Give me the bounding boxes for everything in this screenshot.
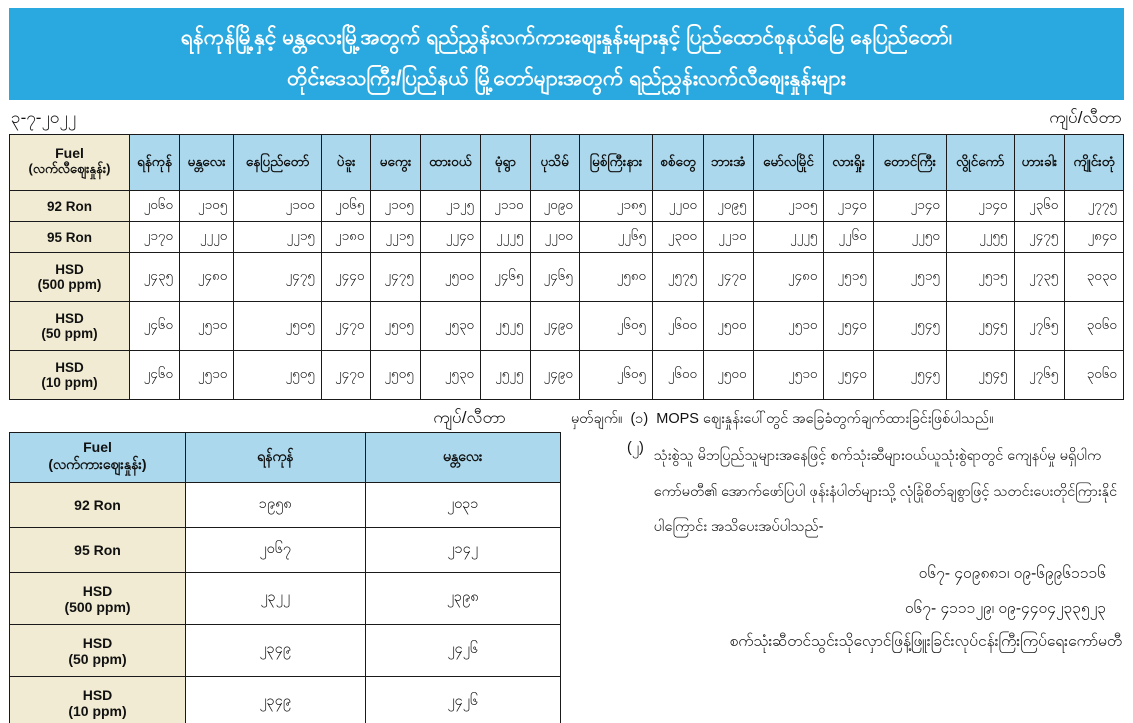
- fuel-row-label: [10, 625, 186, 677]
- fuel-row-label: [10, 351, 130, 400]
- city-header: ကျိုင်းတုံ: [1065, 135, 1124, 191]
- price-cell: ၂၂၅၀: [873, 222, 946, 253]
- fuel-spec: (500 ppm): [64, 598, 131, 615]
- notes-section: [561, 402, 1124, 723]
- table-head: [10, 433, 561, 483]
- price-cell: ၂၁၀၅: [753, 191, 824, 222]
- price-cell: ၂၀၆၇: [186, 528, 366, 573]
- fuel-row-label: [10, 677, 186, 723]
- fuel-spec: (10 ppm): [41, 375, 98, 390]
- price-cell: ၂၄၆၀: [130, 351, 180, 400]
- price-cell: ၂၄၇၅: [371, 253, 420, 302]
- city-header: ဟားခါး: [1014, 135, 1065, 191]
- title-line-1: ရန်ကုန်မြို့နှင့် မန္တလေးမြို့အတွက် ရည်ညွှန်းလက်ကားဈေးနှုန်းများနှင့် ပြည်ထောင်စုနယ်မြေ နေပြည်တော်၊: [180, 26, 953, 49]
- table-head: [10, 135, 1124, 191]
- price-cell: ၂၁၈၅: [579, 191, 652, 222]
- price-cell: ၂၂၅၅: [946, 222, 1014, 253]
- note-item-2: [571, 439, 1122, 546]
- fuel-name: HSD: [55, 262, 84, 277]
- committee-name: စက်သုံးဆီတင်သွင်းသိုလှောင်ဖြန့်ဖြူးခြင်းလုပ်ငန်းကြီးကြပ်ရေးကော်မတီ: [729, 632, 1122, 650]
- price-cell: ၂၅၁၅: [824, 253, 873, 302]
- note-2-text: သုံးစွဲသူ မိဘပြည်သူများအနေဖြင့် စက်သုံးဆီများဝယ်ယူသုံးစွဲရာတွင် ကျေနပ်မှု မရှိပါက ကော်မတီ၏ အောက်ဖော်ပြပါ ဖုန်းနံပါတ်များသို့ လုံခြုံစိတ်ချစွာဖြင့် သတင်းပေးတိုင်ကြားနိုင်ပါကြောင်း အသိပေးအပ်ပါသည်-: [653, 448, 1118, 536]
- price-cell: ၂၇၃၅: [1014, 253, 1065, 302]
- city-header: ထားဝယ်: [420, 135, 480, 191]
- fuel-name: HSD: [82, 634, 113, 651]
- fuel-spec: (10 ppm): [68, 702, 127, 719]
- city-header: နေပြည်တော်: [234, 135, 322, 191]
- price-cell: ၂၅၄၅: [873, 302, 946, 351]
- price-cell: ၂၁၀၀: [234, 191, 322, 222]
- price-cell: ၂၅၃၀: [420, 302, 480, 351]
- price-cell: ၂၃၄၉: [186, 677, 366, 723]
- city-header: မြစ်ကြီးနား: [579, 135, 652, 191]
- city-header: ရန်ကုန်: [130, 135, 180, 191]
- fuel-row-label: [10, 302, 130, 351]
- price-cell: ၃၀၃၀: [1065, 253, 1124, 302]
- price-cell: ၂၄၉၀: [530, 351, 579, 400]
- price-cell: ၂၄၃၅: [130, 253, 180, 302]
- price-cell: ၂၅၄၅: [946, 351, 1014, 400]
- price-cell: ၂၆၀၀: [653, 351, 704, 400]
- price-cell: ၂၀၉၅: [704, 191, 753, 222]
- price-cell: ၂၅၂၅: [481, 351, 530, 400]
- note-1-text: MOPS ဈေးနှုန်းပေါ်တွင် အခြေခံတွက်ချက်ထားခြင်းဖြစ်ပါသည်။: [656, 411, 994, 427]
- price-cell: ၂၄၆၀: [130, 302, 180, 351]
- price-cell: ၂၆၀၅: [579, 351, 652, 400]
- fuel-name: HSD: [82, 686, 113, 703]
- price-cell: ၂၂၁၅: [234, 222, 322, 253]
- table-body: [10, 191, 1124, 400]
- table-row: [10, 302, 1124, 351]
- price-cell: ၂၁၁၀: [481, 191, 530, 222]
- price-cell: ၂၅၀၀: [704, 302, 753, 351]
- price-cell: ၂၁၂၅: [420, 191, 480, 222]
- price-cell: ၂၅၀၀: [704, 351, 753, 400]
- retail-price-table: [9, 134, 1124, 400]
- city-header: မုံရွာ: [481, 135, 530, 191]
- fuel-name: 92 Ron: [74, 497, 121, 513]
- title-banner: [9, 8, 1124, 100]
- price-cell: ၂၅၄၀: [824, 302, 873, 351]
- price-cell: ၂၄၂၆: [365, 625, 560, 677]
- table-row: [10, 625, 561, 677]
- fuel-header-title: Fuel: [83, 439, 112, 455]
- price-cell: ၂၄၈၀: [180, 253, 234, 302]
- price-cell: ၂၄၄၀: [321, 253, 371, 302]
- city-header: ရန်ကုန်: [186, 433, 366, 483]
- table-row: [10, 191, 1124, 222]
- price-cell: ၂၅၀၀: [420, 253, 480, 302]
- price-cell: ၂၂၁၅: [371, 222, 420, 253]
- fuel-column-header: [10, 433, 186, 483]
- city-header: တောင်ကြီး: [873, 135, 946, 191]
- price-cell: ၂၀၆၅: [321, 191, 371, 222]
- price-cell: ၂၀၃၁: [365, 483, 560, 528]
- phone-line-2: ၀၆၇- ၄၁၁၁၂၉၊ ၀၉-၄၄၀၄၂၃၃၅၂၃: [904, 600, 1106, 618]
- table-row: [10, 222, 1124, 253]
- fuel-header-subtitle: (လက်လီဈေးနှုန်း): [28, 161, 111, 176]
- price-cell: ၂၂၀၀: [530, 222, 579, 253]
- price-cell: ၂၀၆၀: [130, 191, 180, 222]
- city-header: မော်လမြိုင်: [753, 135, 824, 191]
- fuel-row-label: [10, 573, 186, 625]
- header-row: [10, 433, 561, 483]
- price-cell: ၂၂၄၀: [420, 222, 480, 253]
- price-cell: ၂၁၈၀: [321, 222, 371, 253]
- notes-label: မှတ်ချက်။: [571, 411, 623, 427]
- fuel-header-subtitle: (လက်ကားဈေးနှုန်း): [48, 456, 147, 472]
- price-cell: ၂၁၄၂: [365, 528, 560, 573]
- price-cell: ၂၂၂၀: [180, 222, 234, 253]
- city-header: မကွေး: [371, 135, 420, 191]
- price-cell: ၂၅၄၀: [824, 351, 873, 400]
- price-cell: ၂၁၇၀: [130, 222, 180, 253]
- fuel-name: HSD: [55, 360, 84, 375]
- unit-label-2: ကျပ်/လီတာ: [433, 408, 506, 427]
- price-cell: ၂၂၆၅: [579, 222, 652, 253]
- price-cell: ၂၄၂၆: [365, 677, 560, 723]
- price-cell: ၁၉၅၈: [186, 483, 366, 528]
- wholesale-section: [9, 402, 561, 723]
- fuel-name: HSD: [55, 311, 84, 326]
- table-row: [10, 483, 561, 528]
- price-cell: ၂၅၂၅: [481, 302, 530, 351]
- price-cell: ၂၅၀၅: [234, 302, 322, 351]
- city-header: ပုသိမ်: [530, 135, 579, 191]
- price-cell: ၂၂၀၀: [653, 191, 704, 222]
- price-cell: ၂၂၂၅: [753, 222, 824, 253]
- price-cell: ၂၄၇၅: [234, 253, 322, 302]
- note-item-1: [571, 410, 1122, 431]
- price-cell: ၂၀၉၀: [530, 191, 579, 222]
- city-header: ပဲခူး: [321, 135, 371, 191]
- city-header: မန္တလေး: [180, 135, 234, 191]
- price-cell: ၂၅၀၅: [234, 351, 322, 400]
- price-cell: ၂၅၃၀: [420, 351, 480, 400]
- city-header: ဘားအံ: [704, 135, 753, 191]
- table-row: [10, 253, 1124, 302]
- price-cell: ၂၁၄၀: [824, 191, 873, 222]
- fuel-name: HSD: [82, 582, 113, 599]
- price-cell: ၂၅၄၅: [946, 302, 1014, 351]
- city-header: လွိုင်ကော်: [946, 135, 1014, 191]
- price-cell: ၂၃၄၉: [186, 625, 366, 677]
- price-cell: ၂၄၆၅: [481, 253, 530, 302]
- price-cell: ၂၄၆၅: [530, 253, 579, 302]
- price-cell: ၂၁၄၀: [946, 191, 1014, 222]
- fuel-name: 95 Ron: [46, 229, 92, 245]
- price-cell: ၂၄၇၀: [704, 253, 753, 302]
- table-body: [10, 483, 561, 723]
- fuel-row-label: [10, 528, 186, 573]
- price-cell: ၂၃၂၂: [186, 573, 366, 625]
- note-1-number: (၁): [630, 411, 649, 427]
- price-cell: ၂၅၁၀: [753, 351, 824, 400]
- header-row: [10, 135, 1124, 191]
- fuel-spec: (50 ppm): [68, 650, 127, 667]
- price-cell: ၂၅၁၅: [946, 253, 1014, 302]
- price-cell: ၂၂၂၅: [481, 222, 530, 253]
- fuel-row-label: [10, 191, 130, 222]
- price-cell: ၂၄၉၀: [530, 302, 579, 351]
- fuel-name: 95 Ron: [74, 542, 121, 558]
- price-cell: ၂၅၄၅: [873, 351, 946, 400]
- fuel-spec: (500 ppm): [37, 277, 102, 292]
- phone-numbers: [571, 556, 1122, 627]
- price-cell: ၂၂၁၀: [704, 222, 753, 253]
- wholesale-price-table: [9, 432, 561, 723]
- table-row: [10, 351, 1124, 400]
- price-cell: ၂၇၇၅: [1065, 191, 1124, 222]
- price-cell: ၂၅၁၅: [873, 253, 946, 302]
- price-cell: ၂၄၈၀: [753, 253, 824, 302]
- price-cell: ၃၀၆၀: [1065, 302, 1124, 351]
- price-cell: ၂၃၆၀: [1014, 191, 1065, 222]
- fuel-spec: (50 ppm): [41, 326, 98, 341]
- price-cell: ၂၁၀၅: [180, 191, 234, 222]
- price-cell: ၂၈၄၀: [1065, 222, 1124, 253]
- price-cell: ၂၄၇၀: [321, 351, 371, 400]
- city-header: စစ်တွေ: [653, 135, 704, 191]
- table-row: [10, 528, 561, 573]
- price-cell: ၃၀၆၀: [1065, 351, 1124, 400]
- table-row: [10, 677, 561, 723]
- price-cell: ၂၃၉၈: [365, 573, 560, 625]
- price-cell: ၂၄၇၀: [321, 302, 371, 351]
- price-cell: ၂၅၁၀: [753, 302, 824, 351]
- fuel-row-label: [10, 253, 130, 302]
- price-cell: ၂၃၀၀: [653, 222, 704, 253]
- price-cell: ၂၇၆၅: [1014, 351, 1065, 400]
- price-cell: ၂၅၁၀: [180, 302, 234, 351]
- price-cell: ၂၅၈၀: [579, 253, 652, 302]
- bottom-section: [9, 402, 1124, 723]
- price-cell: ၂၁၀၅: [371, 191, 420, 222]
- fuel-column-header: [10, 135, 130, 191]
- price-cell: ၂၅၇၅: [653, 253, 704, 302]
- table-row: [10, 573, 561, 625]
- price-cell: ၂၂၆၀: [824, 222, 873, 253]
- note-2-number: (၂): [627, 440, 644, 456]
- price-cell: ၂၆၀၀: [653, 302, 704, 351]
- unit-label: ကျပ်/လီတာ: [1049, 108, 1122, 127]
- price-cell: ၂၅၀၅: [371, 351, 420, 400]
- price-cell: ၂၅၀၅: [371, 302, 420, 351]
- price-cell: ၂၆၀၅: [579, 302, 652, 351]
- city-header: လားရှိုး: [824, 135, 873, 191]
- price-cell: ၂၄၇၅: [1014, 222, 1065, 253]
- city-header: မန္တလေး: [365, 433, 560, 483]
- price-cell: ၂၇၆၅: [1014, 302, 1065, 351]
- price-cell: ၂၅၁၀: [180, 351, 234, 400]
- fuel-header-title: Fuel: [55, 145, 84, 161]
- fuel-name: 92 Ron: [46, 198, 92, 214]
- fuel-row-label: [10, 483, 186, 528]
- meta-row: [9, 100, 1124, 134]
- price-cell: ၂၁၄၀: [873, 191, 946, 222]
- fuel-row-label: [10, 222, 130, 253]
- date-label: ၃-၇-၂၀၂၂: [11, 108, 77, 127]
- title-line-2: တိုင်းဒေသကြီး/ပြည်နယ် မြို့တော်များအတွက် ရည်ညွှန်းလက်လီဈေးနှုန်းများ: [287, 66, 846, 90]
- phone-line-1: ၀၆၇- ၄၀၉၈၈၁၊ ၀၉-၆၉၉၆၁၁၁၆: [918, 564, 1106, 582]
